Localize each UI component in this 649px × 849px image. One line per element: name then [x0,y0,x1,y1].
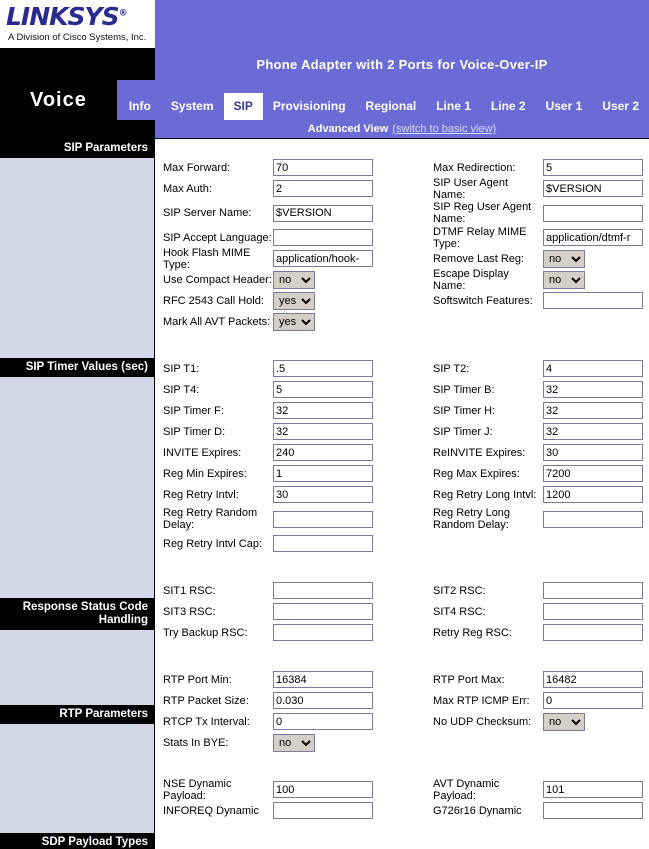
tab-provisioning[interactable]: Provisioning [272,99,346,113]
field-label-reg-retry-intvl: Reg Retry Intvl: [163,488,239,501]
form-row [155,711,649,732]
linksys-logo [0,0,155,48]
section-sip-timer-values-sec [155,340,649,562]
field-label-reg-retry-intvl-cap: Reg Retry Intvl Cap: [163,537,263,550]
form-cell [155,271,433,289]
field-label-reg-retry-long-intvl: Reg Retry Long Intvl: [433,488,537,501]
form-row [155,358,649,379]
logo-wordmark [6,2,127,31]
field-label-reg-min-expires: Reg Min Expires: [163,467,247,480]
field-label-dtmf-relay-mime-type: DTMF Relay MIME Type: [433,225,527,250]
form-cell [155,507,433,531]
tab-regional[interactable]: Regional [365,99,417,113]
form-row [155,442,649,463]
form-row [155,484,649,505]
form-cell [155,292,433,310]
form-cell [433,624,648,641]
field-label-stats-in-bye: Stats In BYE: [163,736,229,749]
form-row [155,199,649,227]
field-label-use-compact-header: Use Compact Header: [163,273,272,286]
banner-row [0,48,649,80]
field-label-sit3-rsc: SIT3 RSC: [163,605,216,618]
form-row [155,157,649,178]
field-label-max-forward: Max Forward: [163,161,231,174]
form-row [155,601,649,622]
section-label-column [0,139,155,849]
settings-form [155,139,649,849]
form-cell [155,205,433,222]
section-sdp-payload-types [155,761,649,829]
tab-system[interactable]: System [170,99,214,113]
field-label-sip-t2: SIP T2: [433,362,470,375]
form-cell [155,692,433,709]
form-cell [433,268,648,292]
select-remove-last-reg[interactable] [543,250,585,268]
field-label-inforeq-dynamic: INFOREQ Dynamic [163,804,259,817]
form-cell [155,778,433,802]
field-label-sip-timer-d: SIP Timer D: [163,425,226,438]
field-label-sip-reg-user-agent-name: SIP Reg User Agent Name: [433,201,532,225]
field-label-sip-t1: SIP T1: [163,362,200,375]
input-dtmf-relay-mime-type[interactable] [543,229,643,246]
section-label-sdp-payload-types: SDP Payload Types [0,833,154,849]
section-gap [155,332,649,340]
product-banner: Phone Adapter with 2 Ports for Voice-Over-IP [155,48,649,80]
section-gap [155,821,649,829]
form-row [155,580,649,601]
section-spacer [155,139,649,157]
field-label-avt-dynamic-payload: AVT Dynamic Payload: [433,777,500,802]
section-sip-parameters [155,139,649,340]
field-label-sip-t4: SIP T4: [163,383,200,396]
field-label-sip-timer-f: SIP Timer F: [163,404,224,417]
form-cell [433,381,648,398]
input-avt-dynamic-payload[interactable] [543,781,643,798]
form-cell [155,802,433,819]
product-title: Voice [0,80,117,120]
form-cell [433,582,648,599]
input-reg-retry-intvl[interactable] [273,486,373,503]
form-row [155,227,649,248]
section-label-spacer [0,377,154,598]
form-cell [433,402,648,419]
registered-mark-icon: ® [118,8,127,19]
input-retry-reg-rsc[interactable] [543,624,643,641]
select-stats-in-bye[interactable] [273,734,315,752]
form-cell [433,201,648,225]
input-sip-user-agent-name[interactable] [543,180,643,197]
form-row [155,533,649,554]
field-label-invite-expires: INVITE Expires: [163,446,242,459]
input-sip-timer-h[interactable] [543,402,643,419]
page-header [0,0,649,48]
form-cell [433,159,648,176]
section-label-spacer [0,158,154,358]
form-cell [433,177,648,201]
input-sip-accept-language[interactable] [273,229,373,246]
input-sit1-rsc[interactable] [273,582,373,599]
input-reg-retry-random-delay[interactable] [273,511,373,528]
form-cell [155,486,433,503]
form-cell [155,465,433,482]
input-invite-expires[interactable] [273,444,373,461]
field-label-rfc-2543-call-hold: RFC 2543 Call Hold: [163,294,264,307]
section-label-response-status-code-handling: Response Status Code Handling [0,598,154,630]
form-cell [433,802,648,819]
input-max-rtp-icmp-err[interactable] [543,692,643,709]
field-label-max-redirection: Max Redirection: [433,161,516,174]
form-cell [155,713,433,730]
form-row [155,732,649,753]
input-try-backup-rsc[interactable] [273,624,373,641]
form-cell [155,247,433,271]
form-row [155,622,649,643]
select-escape-display-name[interactable] [543,271,585,289]
form-cell [433,444,648,461]
select-no-udp-checksum[interactable] [543,713,585,731]
form-cell [155,402,433,419]
field-label-mark-all-avt-packets: Mark All AVT Packets: [163,315,271,328]
input-sip-t1[interactable] [273,360,373,377]
tab-user-1[interactable]: User 1 [545,99,583,113]
form-cell [155,423,433,440]
field-label-no-udp-checksum: No UDP Checksum: [433,715,532,728]
field-label-sit2-rsc: SIT2 RSC: [433,584,486,597]
section-label-spacer [0,630,154,705]
view-mode-label: Advanced View [307,123,389,135]
section-spacer [155,562,649,580]
form-row [155,379,649,400]
form-row [155,178,649,199]
section-gap [155,753,649,761]
input-rtp-port-min[interactable] [273,671,373,688]
input-sip-t2[interactable] [543,360,643,377]
input-g726r16-dynamic[interactable] [543,802,643,819]
field-label-sip-server-name: SIP Server Name: [163,207,252,219]
field-label-escape-display-name: Escape Display Name: [433,267,509,292]
field-label-try-backup-rsc: Try Backup RSC: [163,626,248,639]
form-cell [433,778,648,802]
tab-info[interactable]: Info [128,99,151,113]
form-cell [433,465,648,482]
form-row [155,669,649,690]
form-row [155,421,649,442]
input-sip-t4[interactable] [273,381,373,398]
section-response-status-code-handling [155,562,649,651]
section-spacer [155,340,649,358]
form-cell [433,671,648,688]
form-cell [433,423,648,440]
view-mode-bar [155,120,649,138]
form-row [155,248,649,269]
field-label-sip-timer-b: SIP Timer B: [433,383,495,396]
input-reg-retry-long-intvl[interactable] [543,486,643,503]
form-cell [155,229,433,246]
field-label-max-auth: Max Auth: [163,182,212,195]
field-label-sip-user-agent-name: SIP User Agent Name: [433,176,509,201]
section-label-spacer [0,724,154,833]
form-cell [155,582,433,599]
tab-line-1[interactable]: Line 1 [436,99,471,113]
view-mode-row [0,120,649,139]
form-cell [155,535,433,552]
field-label-max-rtp-icmp-err: Max RTP ICMP Err: [433,694,530,707]
form-cell [433,603,648,620]
field-label-retry-reg-rsc: Retry Reg RSC: [433,626,512,639]
input-reg-retry-intvl-cap[interactable] [273,535,373,552]
field-label-rtp-port-max: RTP Port Max: [433,673,505,686]
form-cell [155,624,433,641]
field-label-hook-flash-mime-type: Hook Flash MIME Type: [163,246,251,271]
select-mark-all-avt-packets[interactable] [273,313,315,331]
form-row [155,400,649,421]
form-cell [433,692,648,709]
input-reg-min-expires[interactable] [273,465,373,482]
input-reinvite-expires[interactable] [543,444,643,461]
form-row [155,311,649,332]
field-label-reg-retry-random-delay: Reg Retry Random Delay: [163,507,258,531]
input-rtp-port-max[interactable] [543,671,643,688]
form-cell [433,713,648,731]
section-label-rtp-parameters: RTP Parameters [0,705,154,724]
field-label-softswitch-features: Softswitch Features: [433,294,533,307]
field-label-rtcp-tx-interval: RTCP Tx Interval: [163,715,250,728]
input-max-forward[interactable] [273,159,373,176]
form-cell [155,444,433,461]
form-cell [155,603,433,620]
form-row [155,690,649,711]
field-label-rtp-packet-size: RTP Packet Size: [163,694,249,707]
page-body [0,139,649,849]
input-inforeq-dynamic[interactable] [273,802,373,819]
input-softswitch-features[interactable] [543,292,643,309]
input-hook-flash-mime-type[interactable] [273,250,373,267]
field-label-reinvite-expires: ReINVITE Expires: [433,446,526,459]
form-row [155,779,649,800]
input-rtcp-tx-interval[interactable] [273,713,373,730]
field-label-nse-dynamic-payload: NSE Dynamic Payload: [163,777,232,802]
tab-bar [117,80,649,120]
field-label-reg-max-expires: Reg Max Expires: [433,467,520,480]
form-row [155,505,649,533]
tab-user-2[interactable]: User 2 [602,99,639,113]
tab-line-2[interactable]: Line 2 [490,99,526,113]
form-cell [433,360,648,377]
form-cell [433,486,648,503]
form-cell [155,159,433,176]
form-cell [433,226,648,250]
section-label-sip-timer-values-sec: SIP Timer Values (sec) [0,358,154,377]
input-sip-reg-user-agent-name[interactable] [543,205,643,222]
input-sip-timer-b[interactable] [543,381,643,398]
section-spacer [155,651,649,669]
logo-text: LINKSYS [6,2,119,31]
form-cell [433,507,648,531]
field-label-sip-accept-language: SIP Accept Language: [163,231,272,244]
input-reg-max-expires[interactable] [543,465,643,482]
section-label-sip-parameters: SIP Parameters [0,139,154,158]
input-sip-timer-d[interactable] [273,423,373,440]
form-cell [433,292,648,309]
select-rfc-2543-call-hold[interactable] [273,292,315,310]
form-row [155,800,649,821]
form-row [155,463,649,484]
input-sip-server-name[interactable] [273,205,373,222]
input-sit4-rsc[interactable] [543,603,643,620]
nav-row [0,80,649,120]
input-reg-retry-long-random-delay[interactable] [543,511,643,528]
form-row [155,290,649,311]
field-label-sit4-rsc: SIT4 RSC: [433,605,486,618]
input-max-auth[interactable] [273,180,373,197]
form-cell [155,180,433,197]
input-sip-timer-f[interactable] [273,402,373,419]
switch-view-link[interactable]: (switch to basic view) [392,123,497,135]
form-cell [155,313,433,331]
field-label-sip-timer-j: SIP Timer J: [433,425,493,438]
form-row [155,269,649,290]
logo-subtitle: A Division of Cisco Systems, Inc. [8,32,147,43]
section-gap [155,643,649,651]
form-cell [155,671,433,688]
input-nse-dynamic-payload[interactable] [273,781,373,798]
field-label-remove-last-reg: Remove Last Reg: [433,252,525,265]
input-max-redirection[interactable] [543,159,643,176]
input-sit3-rsc[interactable] [273,603,373,620]
tab-sip[interactable]: SIP [224,93,263,120]
field-label-rtp-port-min: RTP Port Min: [163,673,232,686]
view-mode-left-spacer [0,120,155,138]
field-label-sit1-rsc: SIT1 RSC: [163,584,216,597]
banner-left-spacer [0,48,155,80]
field-label-reg-retry-long-random-delay: Reg Retry Long Random Delay: [433,507,511,531]
field-label-sip-timer-h: SIP Timer H: [433,404,496,417]
section-spacer [155,761,649,779]
form-cell [155,360,433,377]
form-cell [155,381,433,398]
field-label-g726r16-dynamic: G726r16 Dynamic [433,804,522,817]
section-rtp-parameters [155,651,649,761]
input-rtp-packet-size[interactable] [273,692,373,709]
select-use-compact-header[interactable] [273,271,315,289]
form-cell [433,250,648,268]
form-cell [155,734,433,752]
input-sip-timer-j[interactable] [543,423,643,440]
section-gap [155,554,649,562]
input-sit2-rsc[interactable] [543,582,643,599]
